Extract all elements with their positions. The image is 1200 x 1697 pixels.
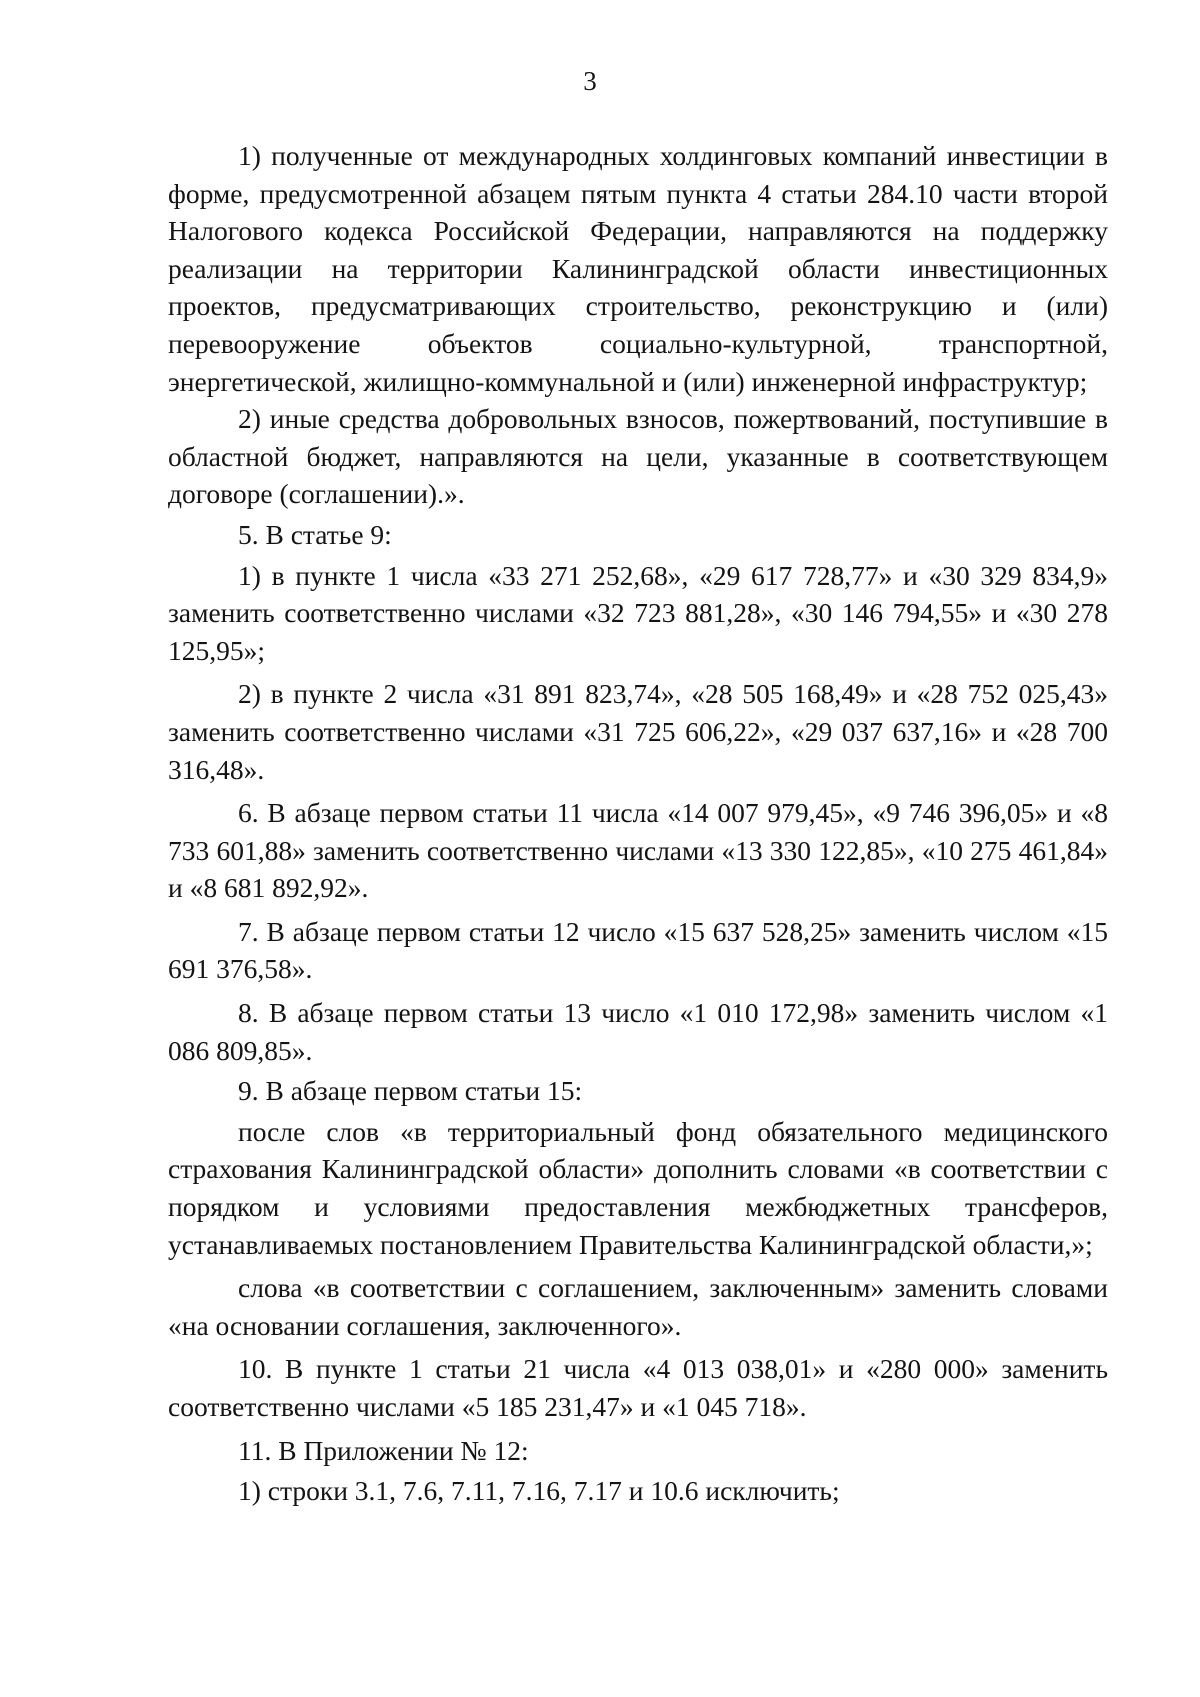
paragraph-article-10: 10. В пункте 1 статьи 21 числа «4 013 038,01» и «280 000» заменить соответственно числами «5 185 231,47» и «1 045 718».: [168, 1353, 1108, 1422]
document-body: [168, 137, 1108, 1510]
paragraph-item-1: 1) полученные от международных холдинговых компаний инвестиции в форме, предусмотренной абзацем пятым пункта 4 статьи 284.10 части второй Налогового кодекса Российской Федерации, направляются на поддержку реализации на территории Калининградской области инвестиционных проектов, предусматривающих строительство, реконструкцию и (или) перевооружение объектов социально-культурной, транспортной, энергетической, жилищно-коммунальной и (или) инженерной инфраструктур;: [168, 140, 1108, 397]
paragraph-article-5: 5. В статье 9:: [238, 518, 392, 550]
paragraph-item-2: 2) иные средства добровольных взносов, пожертвований, поступившие в областной бюджет, направляются на цели, указанные в соответствующем договоре (соглашении).».: [168, 403, 1108, 510]
paragraph-article-9-insert: после слов «в территориальный фонд обязательного медицинского страхования Калининградской области» дополнить словами «в соответствии с порядком и условиями предоставления межбюджетных трансферов, устанавливаемых постановлением Правительства Калининградской области,»;: [168, 1115, 1108, 1260]
paragraph-article-6: 6. В абзаце первом статьи 11 числа «14 007 979,45», «9 746 396,05» и «8 733 601,88» заменить соответственно числами «13 330 122,85», «10 275 461,84» и «8 681 892,92».: [168, 797, 1108, 904]
paragraph-article-9-replace: слова «в соответствии с соглашением, заключенным» заменить словами «на основании соглашения, заключенного».: [168, 1272, 1108, 1341]
paragraph-article-11-item-1: 1) строки 3.1, 7.6, 7.11, 7.16, 7.17 и 10.6 исключить;: [238, 1475, 840, 1507]
paragraph-article-7: 7. В абзаце первом статьи 12 число «15 637 528,25» заменить числом «15 691 376,58».: [168, 915, 1108, 985]
page-number: 3: [583, 66, 597, 96]
paragraph-article-11: 11. В Приложении № 12:: [238, 1434, 529, 1466]
paragraph-article-8: 8. В абзаце первом статьи 13 число «1 010 172,98» заменить числом «1 086 809,85».: [168, 997, 1108, 1066]
paragraph-article-9: 9. В абзаце первом статьи 15:: [238, 1075, 583, 1107]
paragraph-article-5-item-1: 1) в пункте 1 числа «33 271 252,68», «29 617 728,77» и «30 329 834,9» заменить соответственно числами «32 723 881,28», «30 146 794,55» и «30 278 125,95»;: [168, 559, 1108, 666]
paragraph-article-5-item-2: 2) в пункте 2 числа «31 891 823,74», «28 505 168,49» и «28 752 025,43» заменить соответственно числами «31 725 606,22», «29 037 637,16» и «28 700 316,48».: [168, 678, 1108, 785]
